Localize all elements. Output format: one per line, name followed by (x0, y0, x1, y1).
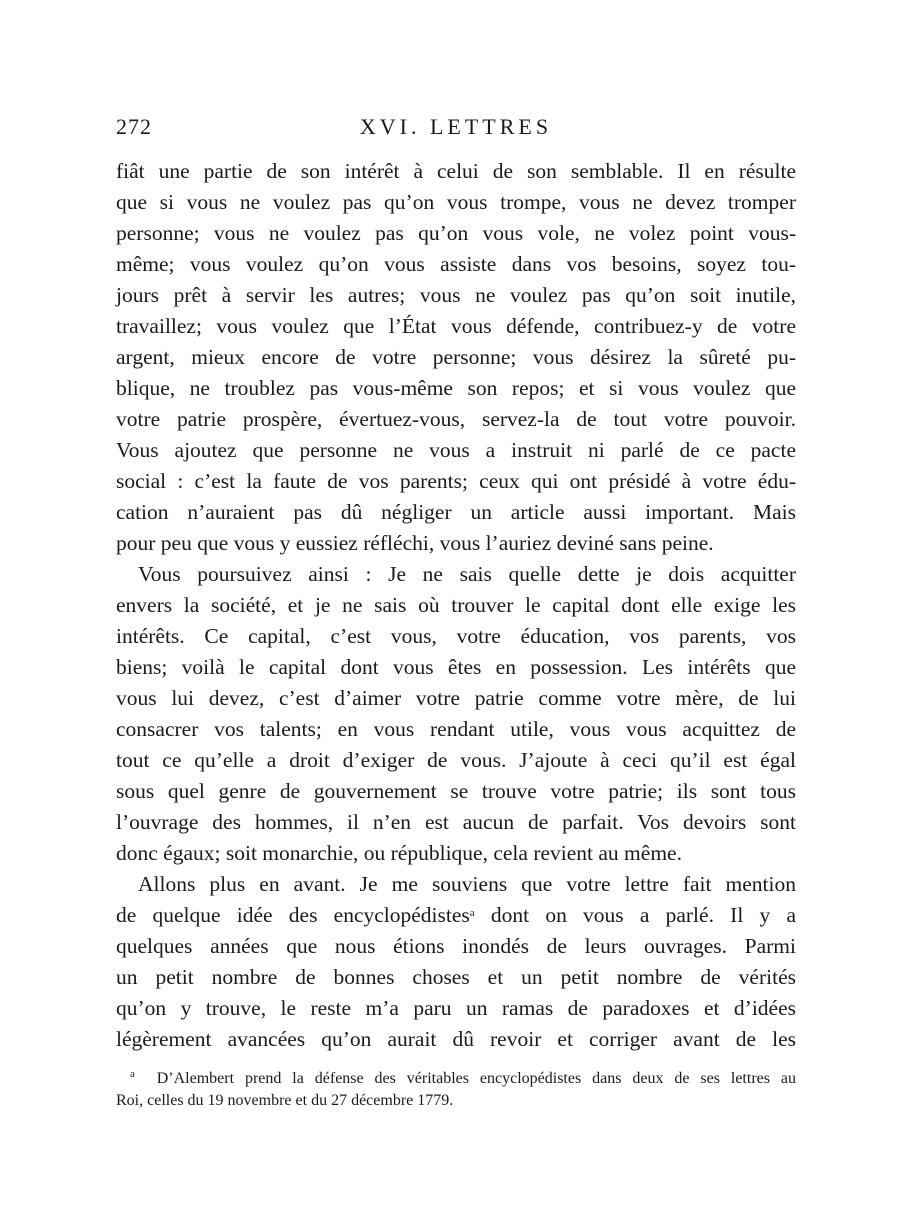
text-line: l’ouvrage des hommes, il n’en est aucun de parfait. Vos devoirs sont (116, 810, 796, 834)
text-line: que si vous ne voulez pas qu’on vous trompe, vous ne devez tromper (116, 190, 796, 214)
text-line: un petit nombre de bonnes choses et un petit nombre de vérités (116, 965, 796, 989)
text-line-with-footnote-mark (116, 900, 796, 931)
text-line: même; vous voulez qu’on vous assiste dans vos besoins, soyez tou- (116, 252, 796, 276)
text-fragment: dont on vous a parlé. Il y a (490, 903, 797, 927)
text-line: sous quel genre de gouvernement se trouve votre patrie; ils sont tous (116, 779, 796, 803)
text-line: Vous ajoutez que personne ne vous a instruit ni parlé de ce pacte (116, 438, 796, 462)
text-line: biens; voilà le capital dont vous êtes en possession. Les intérêts que (116, 655, 796, 679)
text-line: donc égaux; soit monarchie, ou république, cela revient au même. (116, 841, 682, 865)
footnote-mark: a (130, 1068, 135, 1080)
text-fragment: de quelque idée des encyclopédistes (116, 903, 470, 927)
footnote (116, 1068, 796, 1112)
text-line: votre patrie prospère, évertuez-vous, servez-la de tout votre pouvoir. (116, 407, 796, 431)
text-line: Allons plus en avant. Je me souviens que votre lettre fait mention (138, 872, 796, 896)
text-line: envers la société, et je ne sais où trouver le capital dont elle exige les (116, 593, 796, 617)
text-line: qu’on y trouve, le reste m’a paru un ramas de paradoxes et d’idées (116, 996, 796, 1020)
body-text (116, 156, 796, 1055)
text-line: blique, ne troublez pas vous-même son repos; et si vous voulez que (116, 376, 796, 400)
text-line: fiât une partie de son intérêt à celui de son semblable. Il en résulte (116, 159, 796, 183)
footnote-text: D’Alembert prend la défense des véritables encyclopédistes dans deux de ses lettres au (156, 1070, 796, 1087)
text-line: pour peu que vous y eussiez réfléchi, vous l’auriez deviné sans peine. (116, 531, 714, 555)
text-line: tout ce qu’elle a droit d’exiger de vous. J’ajoute à ceci qu’il est égal (116, 748, 796, 772)
text-line: consacrer vos talents; en vous rendant utile, vous vous acquittez de (116, 717, 796, 741)
text-line: quelques années que nous étions inondés de leurs ouvrages. Parmi (116, 934, 796, 958)
text-line: argent, mieux encore de votre personne; vous désirez la sûreté pu- (116, 345, 796, 369)
footnote-line: Roi, celles du 19 novembre et du 27 décembre 1779. (116, 1092, 454, 1109)
text-line: cation n’auraient pas dû négliger un article aussi important. Mais (116, 500, 796, 524)
text-line: social : c’est la faute de vos parents; ceux qui ont présidé à votre édu- (116, 469, 796, 493)
text-line: vous lui devez, c’est d’aimer votre patrie comme votre mère, de lui (116, 686, 796, 710)
page-number: 272 (116, 114, 152, 139)
text-line: intérêts. Ce capital, c’est vous, votre éducation, vos parents, vos (116, 624, 796, 648)
text-line: travaillez; vous voulez que l’État vous défende, contribuez-y de votre (116, 314, 796, 338)
text-line: personne; vous ne voulez pas qu’on vous vole, ne volez point vous- (116, 221, 796, 245)
footnote-reference: a (469, 907, 475, 919)
footnote-line (116, 1068, 796, 1090)
page-header (116, 114, 796, 142)
text-line: jours prêt à servir les autres; vous ne voulez pas qu’on soit inutile, (116, 283, 796, 307)
running-head: XVI. LETTRES (359, 114, 553, 139)
text-line: légèrement avancées qu’on aurait dû revoir et corriger avant de les (116, 1027, 796, 1051)
text-line: Vous poursuivez ainsi : Je ne sais quelle dette je dois acquitter (138, 562, 796, 586)
